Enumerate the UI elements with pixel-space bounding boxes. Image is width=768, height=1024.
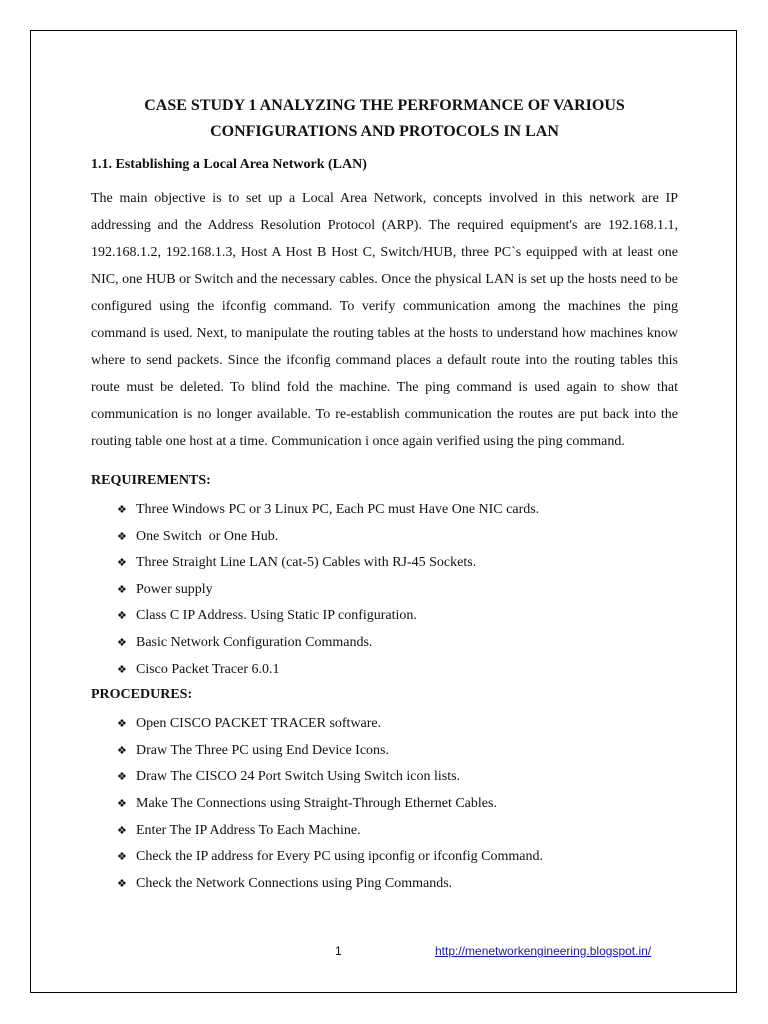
list-item: ❖ One Switch or One Hub. <box>117 524 678 551</box>
list-item: ❖ Power supply <box>117 577 678 604</box>
body-paragraph: The main objective is to set up a Local Area Network, concepts involved in this network are IP addressing and the Address Resolution Protocol (ARP). The required equipment's are 192.168.1.1, 192.168.1.2, 192.168.1.3, Host A Host B Host C, Switch/HUB, three PC`s equipped with at least one NIC, one HUB or Switch and the necessary cables. Once the physical LAN is set up the hosts need to be configured using the ifconfig command. To verify communication among the machines the ping command is used. Next, to manipulate the routing tables at the hosts to understand how machines know where to send packets. Since the ifconfig command places a default route into the routing tables this route must be deleted. To blind fold the machine. The ping command is used again to show that communication is no longer available. To re-establish communication the routes are put back into the routing table one host at a time. Communication i once again verified using the ping command. <box>91 191 678 449</box>
diamond-bullet-icon: ❖ <box>117 797 127 810</box>
list-item: ❖ Cisco Packet Tracer 6.0.1 <box>117 657 678 684</box>
list-item: ❖ Class C IP Address. Using Static IP configuration. <box>117 603 678 630</box>
document-body <box>91 93 678 897</box>
list-item: ❖ Make The Connections using Straight-Through Ethernet Cables. <box>117 791 678 818</box>
title-line-2: CONFIGURATIONS AND PROTOCOLS IN LAN <box>210 123 559 140</box>
diamond-bullet-icon: ❖ <box>117 744 127 757</box>
requirements-heading: REQUIREMENTS: <box>91 473 211 488</box>
page-number: 1 <box>335 944 342 958</box>
list-item: ❖ Check the Network Connections using Ping Commands. <box>117 871 678 898</box>
section-heading: 1.1. Establishing a Local Area Network (LAN) <box>91 157 367 172</box>
procedures-list <box>91 711 678 897</box>
list-item: ❖ Basic Network Configuration Commands. <box>117 630 678 657</box>
list-item: ❖ Draw The Three PC using End Device Icons. <box>117 738 678 765</box>
document-title <box>91 93 678 145</box>
diamond-bullet-icon: ❖ <box>117 504 127 516</box>
page-footer <box>0 944 768 962</box>
diamond-bullet-icon: ❖ <box>117 636 127 649</box>
diamond-bullet-icon: ❖ <box>117 530 127 543</box>
list-item: ❖ Three Straight Line LAN (cat-5) Cables with RJ-45 Sockets. <box>117 550 678 577</box>
diamond-bullet-icon: ❖ <box>117 583 127 596</box>
blog-link[interactable]: http://menetworkengineering.blogspot.in/ <box>435 944 652 958</box>
procedures-heading: PROCEDURES: <box>91 687 193 703</box>
list-item: ❖ Three Windows PC or 3 Linux PC, Each PC must Have One NIC cards. <box>117 497 678 524</box>
diamond-bullet-icon: ❖ <box>117 851 127 864</box>
diamond-bullet-icon: ❖ <box>117 771 127 784</box>
diamond-bullet-icon: ❖ <box>117 718 127 731</box>
requirements-list <box>91 497 678 683</box>
list-item: ❖ Check the IP address for Every PC using ipconfig or ifconfig Command. <box>117 844 678 871</box>
diamond-bullet-icon: ❖ <box>117 824 127 837</box>
list-item: ❖ Draw The CISCO 24 Port Switch Using Switch icon lists. <box>117 764 678 791</box>
diamond-bullet-icon: ❖ <box>117 557 127 570</box>
title-line-1: CASE STUDY 1 ANALYZING THE PERFORMANCE OF VARIOUS <box>144 97 625 114</box>
diamond-bullet-icon: ❖ <box>117 610 127 623</box>
diamond-bullet-icon: ❖ <box>117 877 127 890</box>
diamond-bullet-icon: ❖ <box>117 663 127 676</box>
list-item: ❖ Enter The IP Address To Each Machine. <box>117 818 678 845</box>
list-item: ❖ Open CISCO PACKET TRACER software. <box>117 711 678 738</box>
